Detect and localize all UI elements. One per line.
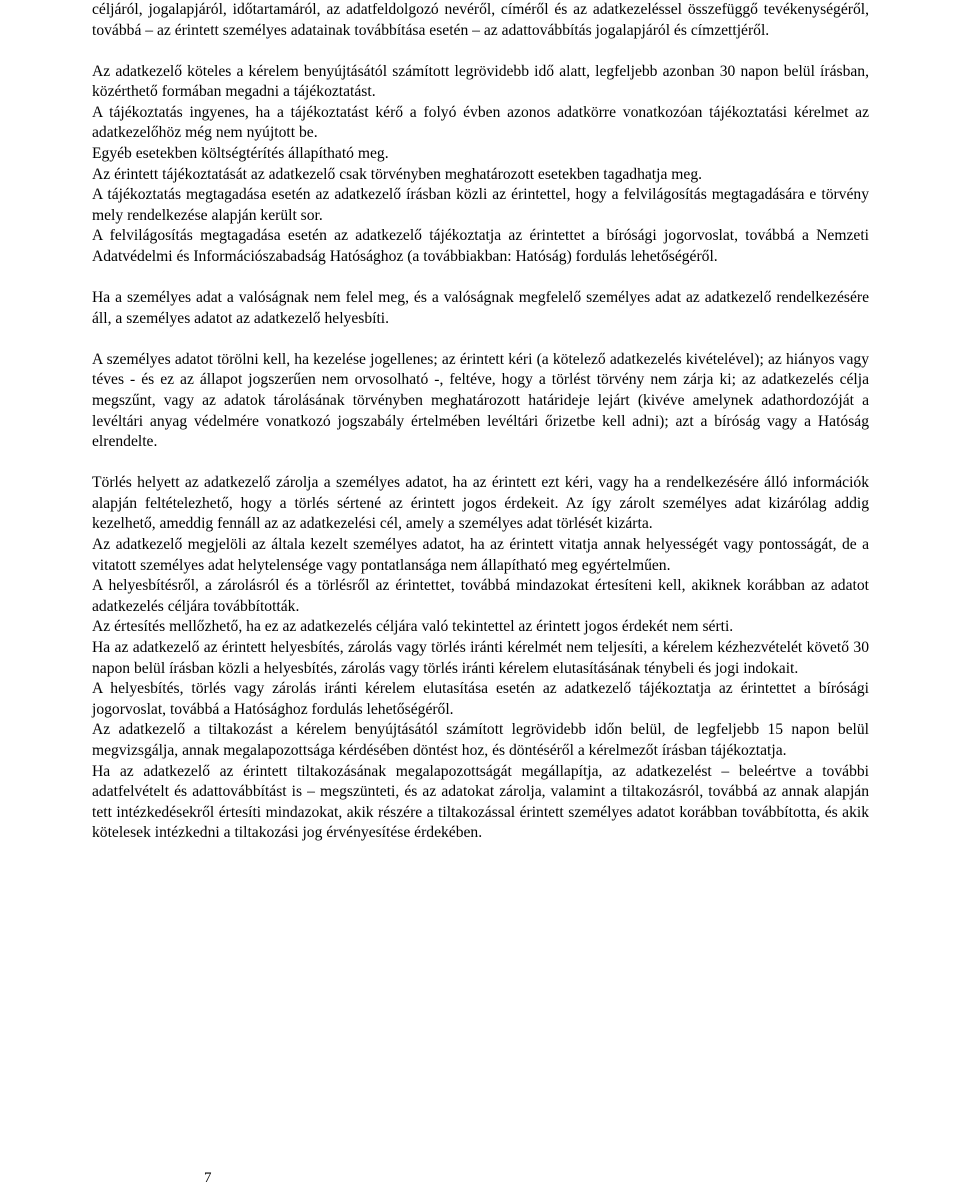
page-number: 7 [204, 1170, 212, 1186]
paragraph: Az adatkezelő megjelöli az általa kezelt személyes adatot, ha az érintett vitatja annak helyességét vagy pontosságát, de a vitatott személyes adat helytelensége vagy pontatlansága nem állapítható meg egyértelműen. [92, 536, 869, 574]
paragraph: Egyéb esetekben költségtérítés állapítható meg. [92, 145, 389, 163]
paragraph: A személyes adatot törölni kell, ha kezelése jogellenes; az érintett kéri (a kötelező adatkezelés kivételével); az hiányos vagy téves - és ez az állapot jogszerűen nem orvosolható -, feltéve, hogy a törlést törvény nem zárja ki; az adatkezelés célja megszűnt, vagy az adatok tárolásának törvényben meghatározott határideje lejárt (kivéve amelynek adathordozóját a levéltári anyag védelmére vonatkozó jogszabály értelmében levéltári őrizetbe kell adni); azt a bíróság vagy a Hatóság elrendelte. [92, 350, 869, 451]
paragraph: A helyesbítésről, a zárolásról és a törlésről az érintettet, továbbá mindazokat értesíteni kell, akiknek korábban az adatot adatkezelés céljára továbbították. [92, 577, 869, 615]
paragraph: Az adatkezelő köteles a kérelem benyújtásától számított legrövidebb idő alatt, legfeljebb azonban 30 napon belül írásban, közérthető formában megadni a tájékoztatást. [92, 62, 869, 101]
paragraph: Ha az adatkezelő az érintett tiltakozásának megalapozottságát megállapítja, az adatkezelést – beleértve a további adatfelvételt és adattovábbítást is – megszünteti, és az adatokat zárolja, valamint a tiltakozásról, továbbá az annak alapján tett intézkedésekről értesíti mindazokat, akik részére a tiltakozással érintett személyes adatot korábban továbbította, és akik kötelesek intézkedni a tiltakozási jog érvényesítése érdekében. [92, 762, 869, 842]
paragraph-gap [92, 329, 869, 350]
paragraph: Ha a személyes adat a valóságnak nem felel meg, és a valóságnak megfelelő személyes adat az adatkezelő rendelkezésére áll, a személyes adatot az adatkezelő helyesbíti. [92, 289, 869, 327]
paragraph-gap [92, 453, 869, 474]
paragraph: A helyesbítés, törlés vagy zárolás iránti kérelem elutasítása esetén az adatkezelő tájékoztatja az érintettet a bírósági jogorvoslat, továbbá a Hatósághoz fordulás lehetőségéről. [92, 680, 869, 718]
paragraph-gap [92, 41, 869, 62]
paragraph: Törlés helyett az adatkezelő zárolja a személyes adatot, ha az érintett ezt kéri, vagy ha a rendelkezésére álló információk alapján feltételezhető, hogy a törlés sértené az érintett jogos érdekeit. Az így zárolt személyes adat kizárólag addig kezelhető, ameddig fennáll az az adatkezelési cél, amely a személyes adat törlését kizárta. [92, 474, 869, 533]
paragraph: A felvilágosítás megtagadása esetén az adatkezelő tájékoztatja az érintettet a bírósági jogorvoslat, továbbá a Nemzeti Adatvédelmi és Információszabadság Hatósághoz (a továbbiakban: Hatóság) fordulás lehetőségéről. [92, 227, 869, 266]
document-body [92, 0, 869, 844]
paragraph: A tájékoztatás ingyenes, ha a tájékoztatást kérő a folyó évben azonos adatkörre vonatkozóan tájékoztatási kérelmet az adatkezelőhöz még nem nyújtott be. [92, 103, 869, 142]
paragraph: Ha az adatkezelő az érintett helyesbítés, zárolás vagy törlés iránti kérelmét nem teljesíti, a kérelem kézhezvételét követő 30 napon belül írásban közli a helyesbítés, zárolás vagy törlés iránti kérelem elutasításának ténybeli és jogi indokait. [92, 639, 869, 677]
paragraph-gap [92, 268, 869, 289]
paragraph: A tájékoztatás megtagadása esetén az adatkezelő írásban közli az érintettel, hogy a felvilágosítás megtagadására e törvény mely rendelkezése alapján került sor. [92, 186, 869, 224]
paragraph: céljáról, jogalapjáról, időtartamáról, az adatfeldolgozó nevéről, címéről és az adatkezeléssel összefüggő tevékenységéről, továbbá – az érintett személyes adatainak továbbítása esetén – az adattovábbítás jogalapjáról és címzettjéről. [92, 1, 869, 39]
paragraph: Az értesítés mellőzhető, ha ez az adatkezelés céljára való tekintettel az érintett jogos érdekét nem sérti. [92, 618, 734, 636]
paragraph: Az érintett tájékoztatását az adatkezelő csak törvényben meghatározott esetekben tagadhatja meg. [92, 165, 703, 183]
paragraph: Az adatkezelő a tiltakozást a kérelem benyújtásától számított legrövidebb időn belül, de legfeljebb 15 napon belül megvizsgálja, annak megalapozottsága kérdésében döntést hoz, és döntéséről a kérelmezőt írásban tájékoztatja. [92, 721, 869, 759]
